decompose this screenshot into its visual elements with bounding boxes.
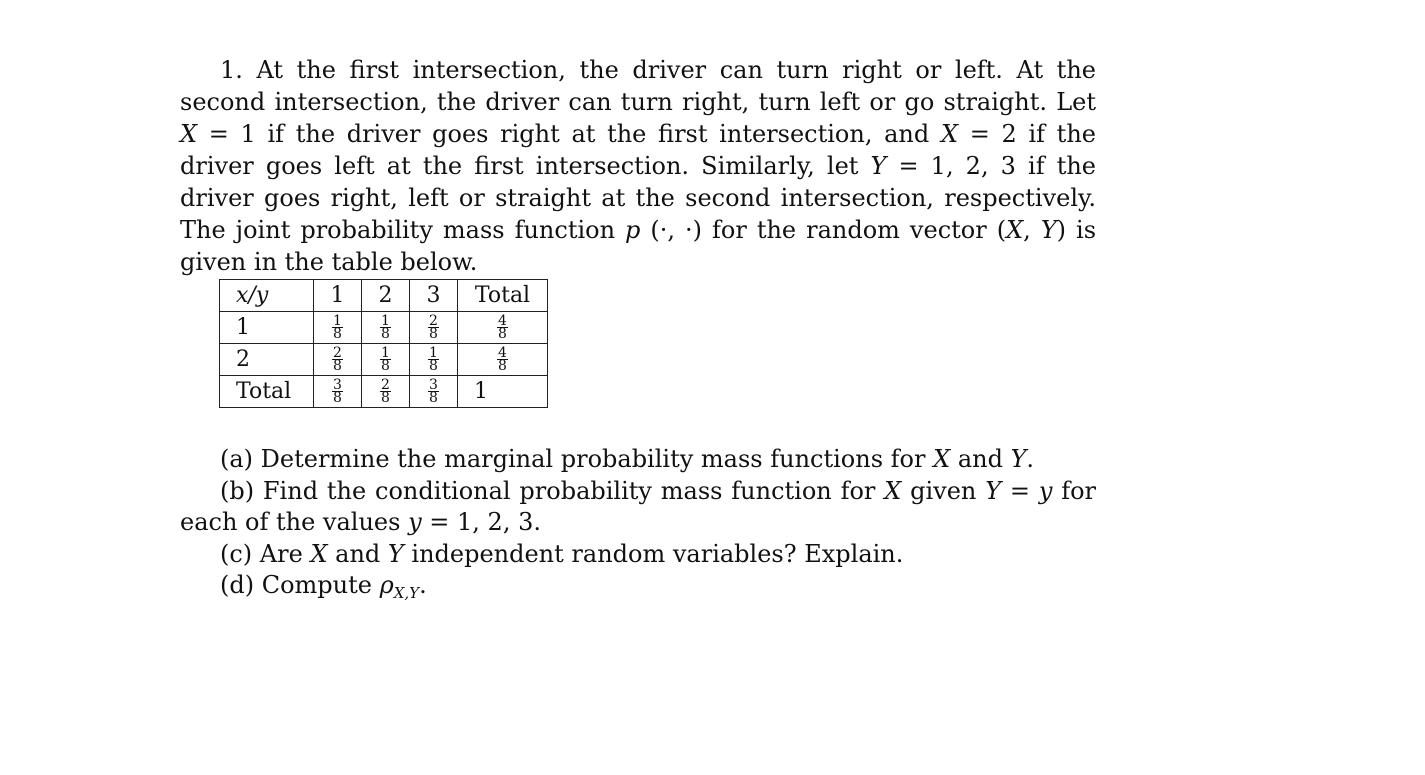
row-label: 2 bbox=[220, 344, 314, 376]
math-var-y: Y bbox=[870, 152, 887, 180]
row-label: Total bbox=[220, 376, 314, 408]
denominator: 8 bbox=[429, 326, 438, 342]
table-cell bbox=[410, 344, 458, 376]
fraction bbox=[380, 347, 391, 372]
denominator: 8 bbox=[381, 358, 390, 374]
question-text: (c) Are bbox=[220, 539, 311, 568]
math-var-x: X bbox=[933, 445, 951, 473]
header-cell: Total bbox=[458, 280, 548, 312]
numerator: 4 bbox=[498, 313, 507, 329]
denominator: 8 bbox=[381, 390, 390, 406]
denominator: 8 bbox=[381, 326, 390, 342]
table-cell bbox=[314, 376, 362, 408]
question-c bbox=[180, 539, 1096, 571]
question-text: for bbox=[1052, 476, 1096, 505]
denominator: 8 bbox=[333, 358, 342, 374]
question-text: and bbox=[327, 539, 388, 568]
statement-text: = 2 if the driver goes left at the first intersection. Similarly, let bbox=[180, 120, 1096, 180]
question-text: given bbox=[901, 476, 986, 505]
joint-pmf-table bbox=[219, 279, 548, 408]
numerator: 1 bbox=[381, 345, 390, 361]
header-cell: 2 bbox=[362, 280, 410, 312]
question-text: = 1, 2, 3. bbox=[421, 508, 541, 536]
math-var-y: Y bbox=[1010, 445, 1027, 473]
question-text: . bbox=[419, 571, 427, 599]
question-text: each of the values bbox=[180, 508, 409, 536]
math-var-y: Y bbox=[387, 539, 404, 568]
statement-text: = 1 if the driver goes right at the first intersection, and bbox=[197, 120, 941, 148]
table-cell bbox=[410, 312, 458, 344]
grand-total-cell: 1 bbox=[458, 376, 548, 408]
fraction bbox=[428, 315, 439, 340]
statement-text: 1. At the first intersection, the driver can turn right or left. At the second intersection, the driver can turn right, turn left or go straight. Let bbox=[180, 56, 1096, 116]
fraction bbox=[380, 315, 391, 340]
denominator: 8 bbox=[429, 390, 438, 406]
fraction bbox=[332, 315, 343, 340]
numerator: 3 bbox=[429, 377, 438, 393]
denominator: 8 bbox=[333, 326, 342, 342]
math-var-x: X bbox=[180, 120, 198, 148]
math-var-x: X bbox=[310, 539, 328, 568]
question-text: = bbox=[1001, 476, 1039, 505]
question-b bbox=[180, 476, 1096, 508]
denominator: 8 bbox=[333, 390, 342, 406]
question-b-continued bbox=[180, 507, 1096, 539]
table-cell bbox=[314, 344, 362, 376]
numerator: 2 bbox=[429, 313, 438, 329]
statement-text: ) is given in the table below. bbox=[180, 216, 1097, 276]
math-var-y: Y bbox=[985, 476, 1002, 505]
question-text: and bbox=[950, 445, 1011, 473]
row-label: 1 bbox=[220, 312, 314, 344]
header-cell: 3 bbox=[410, 280, 458, 312]
table-row bbox=[220, 312, 548, 344]
question-text: independent random variables? Explain. bbox=[403, 539, 904, 568]
statement-text: (·, ·) for the random vector ( bbox=[640, 216, 1007, 244]
table-cell bbox=[362, 344, 410, 376]
question-text: (a) Determine the marginal probability mass functions for bbox=[220, 445, 934, 473]
math-subscript: X,Y bbox=[393, 584, 420, 602]
math-func-p: p bbox=[625, 216, 641, 244]
numerator: 1 bbox=[381, 313, 390, 329]
question-list bbox=[180, 444, 1096, 610]
table-cell bbox=[410, 376, 458, 408]
fraction bbox=[497, 347, 508, 372]
statement-text: = 1, 2, 3 if the driver goes right, left or straight at the second intersection, respectively. The joint probability mass function bbox=[180, 152, 1096, 244]
table-cell bbox=[362, 312, 410, 344]
numerator: 1 bbox=[429, 345, 438, 361]
fraction bbox=[497, 315, 508, 340]
denominator: 8 bbox=[498, 358, 507, 374]
numerator: 3 bbox=[333, 377, 342, 393]
table-row bbox=[220, 344, 548, 376]
math-var-x: X bbox=[884, 476, 902, 505]
table-header-row bbox=[220, 280, 548, 312]
math-var-y-lower: y bbox=[408, 508, 422, 536]
fraction bbox=[332, 347, 343, 372]
table-cell bbox=[362, 376, 410, 408]
header-cell: x/y bbox=[220, 280, 314, 312]
math-var-x: X bbox=[940, 120, 959, 148]
numerator: 4 bbox=[498, 345, 507, 361]
table-cell bbox=[458, 312, 548, 344]
math-var-x: X bbox=[1006, 216, 1024, 244]
problem-statement bbox=[180, 54, 1096, 278]
table-cell bbox=[314, 312, 362, 344]
table-row bbox=[220, 376, 548, 408]
fraction bbox=[332, 379, 343, 404]
question-a bbox=[180, 444, 1096, 476]
numerator: 1 bbox=[333, 313, 342, 329]
denominator: 8 bbox=[498, 326, 507, 342]
math-var-y-lower: y bbox=[1038, 476, 1053, 505]
fraction bbox=[428, 379, 439, 404]
question-text: (b) Find the conditional probability mass function for bbox=[220, 476, 885, 505]
table-cell bbox=[458, 344, 548, 376]
fraction bbox=[428, 347, 439, 372]
denominator: 8 bbox=[429, 358, 438, 374]
math-rho: ρ bbox=[379, 571, 394, 599]
math-var-y: Y bbox=[1040, 216, 1057, 244]
numerator: 2 bbox=[333, 345, 342, 361]
statement-text: , bbox=[1023, 216, 1041, 244]
fraction bbox=[380, 379, 391, 404]
question-text: . bbox=[1026, 445, 1035, 473]
numerator: 2 bbox=[381, 377, 390, 393]
header-cell: 1 bbox=[314, 280, 362, 312]
question-d bbox=[180, 570, 1096, 610]
question-text: (d) Compute bbox=[220, 571, 380, 599]
